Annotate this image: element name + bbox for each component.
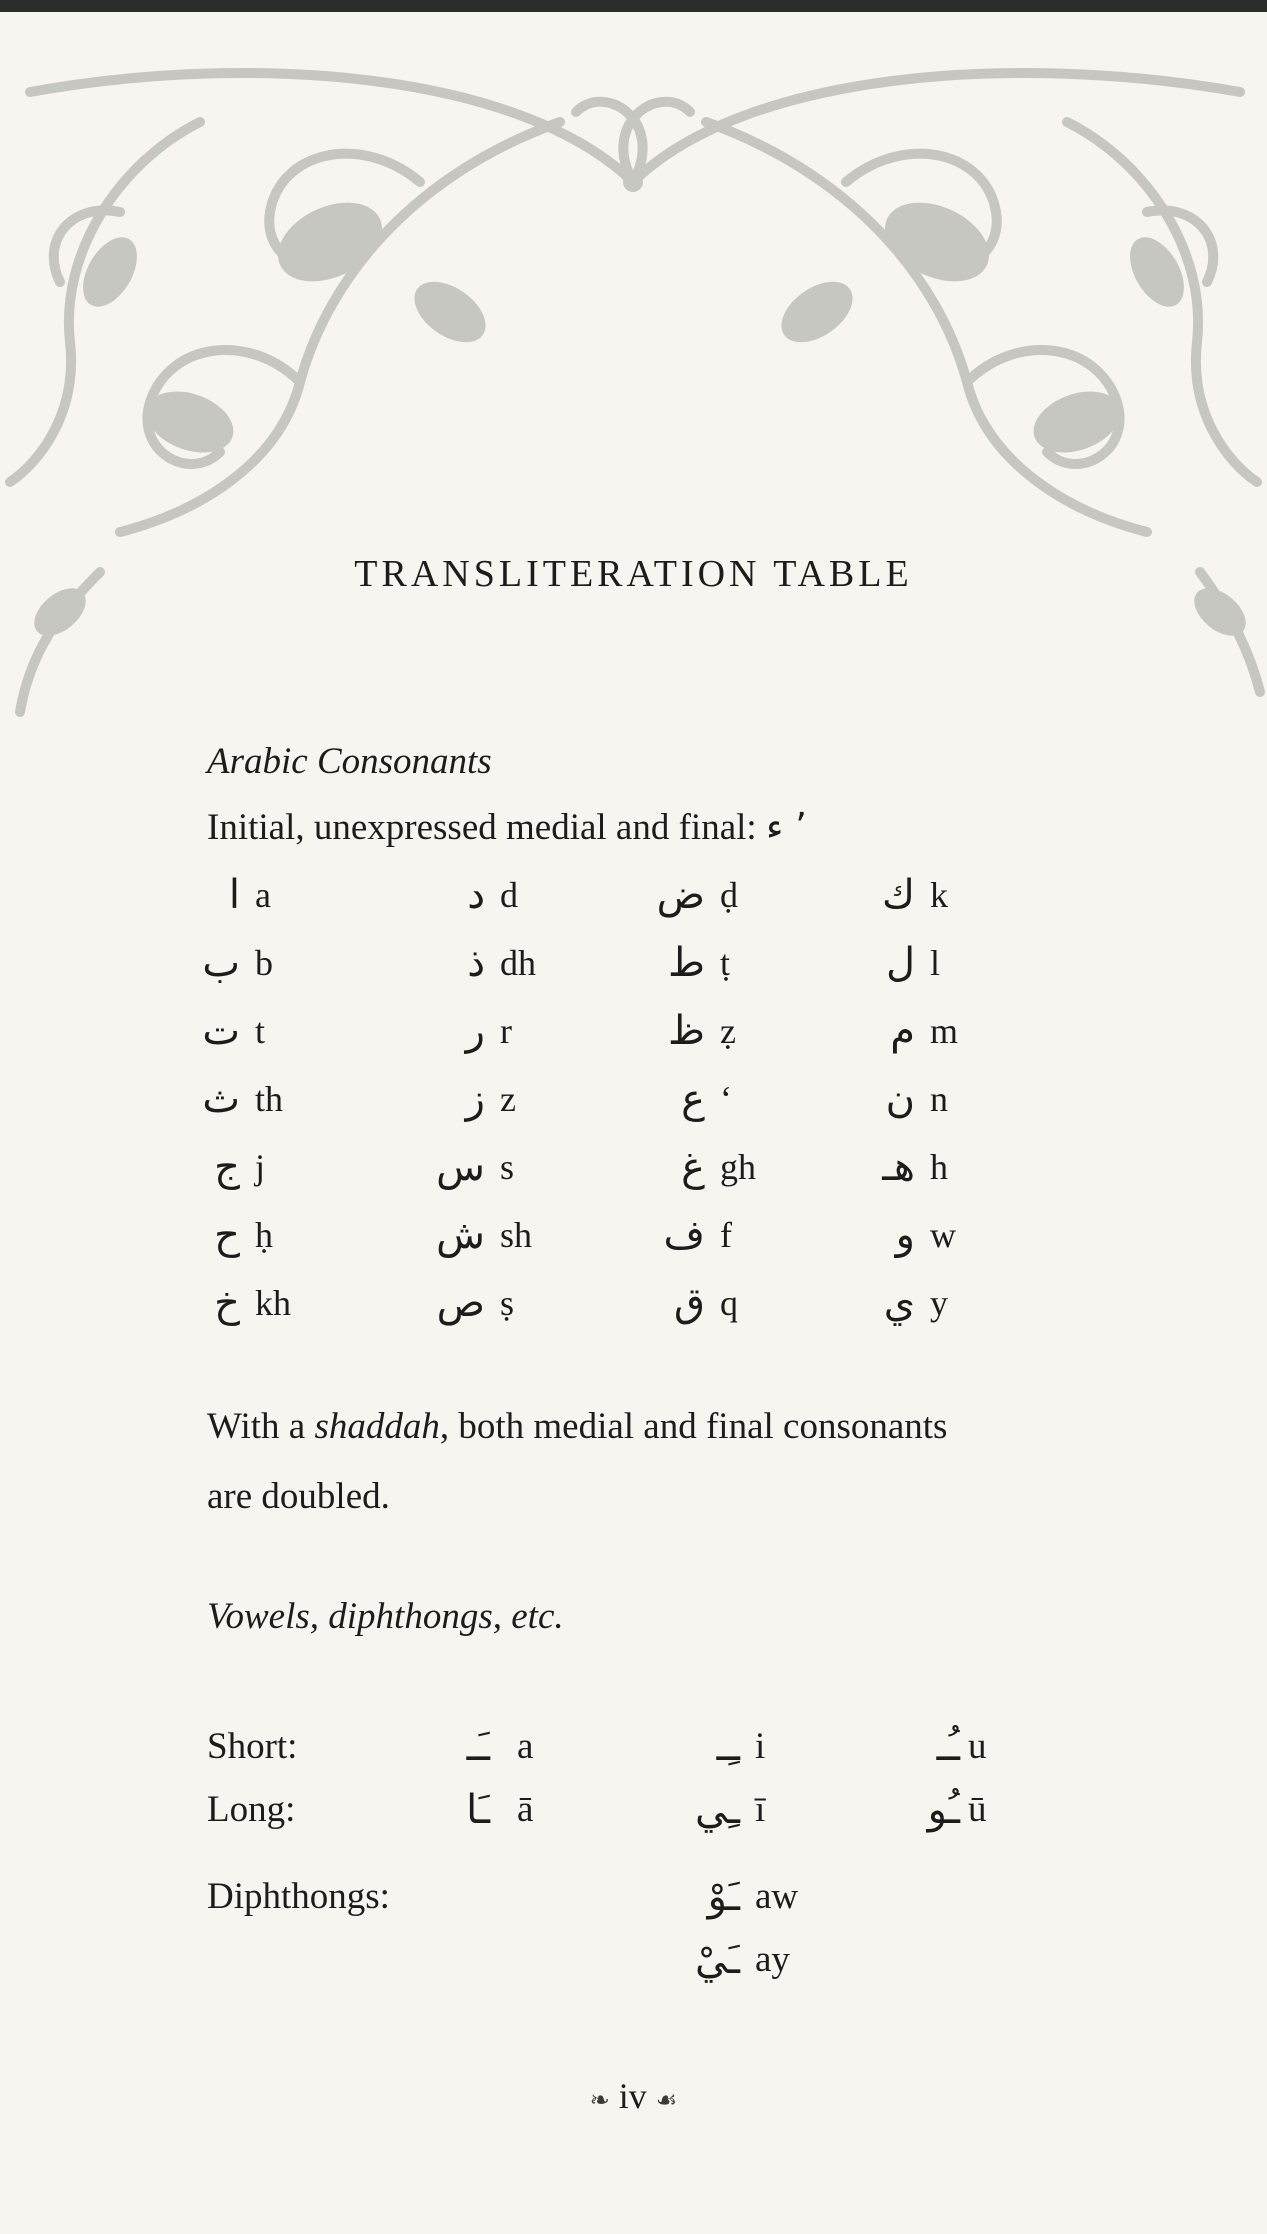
arabic-letter: ك	[882, 872, 915, 918]
arabic-letter: ر	[465, 1008, 485, 1054]
short-label: Short:	[207, 1726, 298, 1767]
arabic-letter: م	[890, 1008, 915, 1054]
short-i-mark: ـِـ	[716, 1724, 740, 1770]
long-u-mark: ـُو	[927, 1787, 960, 1833]
arabic-letter: هـ	[882, 1144, 915, 1190]
arabic-letter: ح	[214, 1212, 240, 1258]
consonant-cell	[130, 938, 410, 1006]
page-title: TRANSLITERATION TABLE	[354, 553, 913, 595]
transliteration: s	[500, 1147, 515, 1187]
transliteration: y	[930, 1283, 948, 1323]
arabic-letter: ظ	[668, 1008, 705, 1054]
short-i-translit: i	[755, 1726, 766, 1767]
transliteration: k	[930, 875, 948, 915]
arabic-letter: و	[895, 1212, 915, 1258]
leaf-ornament-left-icon: ❧	[589, 2086, 610, 2114]
transliteration: gh	[720, 1147, 756, 1187]
arabic-letter: د	[467, 872, 485, 918]
transliteration: f	[720, 1215, 732, 1255]
arabic-letter: ط	[668, 940, 705, 986]
transliteration: l	[930, 943, 941, 983]
arabic-letter: ش	[436, 1212, 485, 1258]
page-number-text: iv	[618, 2076, 647, 2116]
consonant-cell	[805, 1278, 1085, 1346]
vowels-heading: Vowels, diphthongs, etc.	[207, 1596, 564, 1637]
consonant-cell	[130, 1006, 410, 1074]
transliteration: z	[500, 1079, 516, 1119]
consonant-cell	[805, 1006, 1085, 1074]
initial-line	[207, 805, 807, 849]
diph-ay-mark: ـَيْ	[694, 1937, 740, 1983]
transliteration: kh	[255, 1283, 291, 1323]
transliteration: sh	[500, 1215, 533, 1255]
arabic-letter: ل	[885, 940, 915, 986]
long-a-translit: ā	[517, 1789, 534, 1830]
transliteration: r	[500, 1011, 512, 1051]
transliteration: dh	[500, 943, 536, 983]
shaddah-line-2: are doubled.	[207, 1476, 390, 1517]
diphthongs-label: Diphthongs:	[207, 1876, 390, 1917]
consonant-cell	[130, 1142, 410, 1210]
transliteration: ḍ	[720, 875, 738, 915]
arabic-letter: ز	[465, 1076, 485, 1122]
arabic-letter: ف	[663, 1212, 705, 1258]
shaddah-post: , both medial and final consonants	[439, 1406, 948, 1447]
transliteration: ṣ	[500, 1283, 515, 1323]
arabic-letter: ت	[202, 1008, 240, 1054]
transliteration: d	[500, 875, 518, 915]
transliteration: t	[255, 1011, 266, 1051]
arabic-letter: ج	[214, 1144, 240, 1190]
shaddah-pre: With a	[207, 1406, 306, 1447]
consonant-cell	[805, 938, 1085, 1006]
long-a-mark: ـَا	[466, 1787, 490, 1833]
transliteration: w	[930, 1215, 956, 1255]
arabic-letter: ب	[202, 940, 240, 986]
long-u-translit: ū	[968, 1789, 987, 1830]
consonant-cell	[130, 870, 410, 938]
consonant-cell	[805, 1142, 1085, 1210]
short-a-translit: a	[517, 1726, 534, 1767]
arabic-letter: ع	[681, 1076, 705, 1122]
arabic-letter: غ	[681, 1144, 705, 1190]
arabic-letter: ن	[885, 1076, 915, 1122]
short-a-mark: ـَـ	[466, 1724, 490, 1770]
arabic-letter: ذ	[467, 940, 485, 986]
transliteration: ṭ	[720, 943, 731, 983]
consonants-heading: Arabic Consonants	[207, 741, 492, 782]
arabic-letter: خ	[214, 1280, 240, 1326]
consonant-cell	[130, 1074, 410, 1142]
arabic-letter: ق	[673, 1280, 705, 1326]
transliteration: b	[255, 943, 273, 983]
long-label: Long:	[207, 1789, 296, 1830]
transliteration: n	[930, 1079, 948, 1119]
transliteration: m	[930, 1011, 959, 1051]
consonant-table	[0, 870, 1267, 1350]
diph-ay-translit: ay	[755, 1939, 790, 1980]
transliteration: j	[255, 1147, 266, 1187]
consonant-cell	[805, 1210, 1085, 1278]
transliteration: ‘	[720, 1079, 732, 1119]
transliteration: ẓ	[720, 1011, 736, 1051]
shaddah-term: shaddah	[314, 1406, 440, 1447]
arabic-letter: ص	[436, 1280, 485, 1326]
consonant-cell	[130, 1278, 410, 1346]
arabic-letter: ا	[228, 872, 240, 918]
transliteration: q	[720, 1283, 738, 1323]
initial-line-text: Initial, unexpressed medial and final:	[207, 807, 757, 848]
consonant-cell	[130, 1210, 410, 1278]
short-u-mark: ـُـ	[936, 1724, 960, 1770]
arabic-letter: ي	[883, 1280, 915, 1326]
arabic-letter: س	[436, 1144, 485, 1190]
hamza-symbols: ء ’	[765, 805, 807, 848]
arabic-letter: ث	[202, 1076, 240, 1122]
arabic-letter: ض	[656, 872, 705, 918]
top-edge	[0, 0, 1267, 12]
consonant-cell	[805, 870, 1085, 938]
page-number	[0, 2075, 1267, 2117]
short-u-translit: u	[968, 1726, 987, 1767]
consonant-cell	[805, 1074, 1085, 1142]
transliteration: ḥ	[255, 1215, 273, 1255]
diph-aw-translit: aw	[755, 1876, 799, 1917]
long-i-mark: ـِي	[694, 1787, 740, 1833]
leaf-ornament-right-icon: ☙	[655, 2086, 678, 2114]
transliteration: th	[255, 1079, 284, 1119]
transliteration: h	[930, 1147, 948, 1187]
floral-ornament	[0, 12, 1267, 732]
transliteration: a	[255, 875, 271, 915]
long-i-translit: ī	[755, 1789, 766, 1830]
diph-aw-mark: ـَوْ	[707, 1874, 740, 1920]
shaddah-line-1	[207, 1405, 947, 1448]
